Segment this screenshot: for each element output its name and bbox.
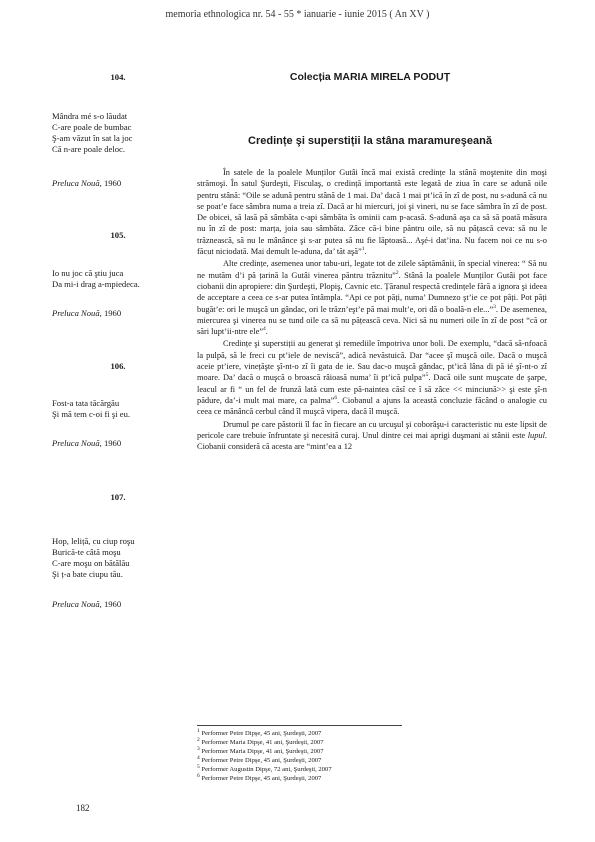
emphasis: lupul (527, 430, 545, 440)
poem-source (52, 178, 121, 189)
poem-line: Că n-are poale deloc. (52, 144, 126, 154)
footnote-separator (197, 725, 402, 726)
source-place: Preluca Nouă (52, 178, 100, 188)
poem-number: 106. (110, 361, 126, 371)
poem-source (52, 308, 121, 319)
source-place: Preluca Nouă (52, 438, 100, 448)
body-paragraph: Alte credințe, asemenea unor tabu-uri, legate tot de zilele săptămânii, în special vinerea: “ Să nu ne mutăm d’i pă țarină la Gutâi vinerea păntru trăznitu”$^2$. Stână la poalele Munților Gutâi pot face ciobanii din apropiere: din Şurdeşti, Plopiş, Cavnic etc. Țăranul respectă credințele fără a ignora şi ideea de acceptare a ceea ce s-ar putea întâmpla. “Api ce pot păți, numa’ Dumnezo şt’ie ce pot păți. Pot păți bugăt’e: ori le muşcă un gândac, ori le trăzn’eşt’e pă mai mult’e, ori dă o boală-n ele...”$^3$. De asemenea, miercurea şi vinerea nu se tund oile ca să nu pățească ceva. Nici să nu numeri oile în zî de post “că or sări lupt’ii-ntre ele”$^4$. (197, 259, 547, 337)
body-paragraph: Credințe şi superstiții au generat şi remediile împotriva unor boli. De exemplu, “dacă să-nfoacă la pulpă, să le freci cu pt’iele de neviscă”, adică nevăstuică. Dar “acee şî muşcă oile. Dacă o muşcă aceie pt’iere, vinețăşte şî-nt-o zî îi gata de ie. Sau dac-o muşcă gândac, pt’ică lâna di pă ié şî-nt-o zî moare. Da’ dacă o muşcă o broască râioasă numa’ îi pt’ică pulpa”$^5$. Dacă oile sunt muşcate de şarpe, leacul ar fi “ un fel de frunză lată cum este pă-naintea căsî ce î să zâce << minciună>> şi este şî-n pădure, da’-i mult mai mare, ca palma”$^6$. Ciobanul a ajuns la această concluzie făcând o analogie cu ceea ce mănâncă cerbul când îl muşcă vipera, dacă îl muşcă. (197, 339, 547, 417)
footnote-ref: 5 (425, 372, 429, 379)
poem-source (52, 438, 121, 449)
poem-line: Burică-te câtă moşu (52, 547, 121, 557)
running-header: memoria ethnologica nr. 54 - 55 * ianuarie - iunie 2015 ( An XV ) (165, 9, 430, 20)
poem-line: C-are moşu on bătălău (52, 558, 130, 568)
poem-number: 104. (110, 72, 126, 82)
footnote: $^1$ Performer Petre Dipşe, 45 ani, Şurdeşti, 2007 (197, 727, 322, 737)
source-year: , 1960 (99, 308, 122, 318)
poem-verse (52, 398, 130, 420)
article-body (197, 167, 547, 452)
poem-verse (52, 111, 132, 155)
poem-line: Fost-a tata tăcărgău (52, 398, 120, 408)
poem-line: Da mi-i drag a-mpiedeca. (52, 279, 140, 289)
poem-line: C-are poale de bumbac (52, 122, 132, 132)
source-year: , 1960 (99, 178, 122, 188)
poem-line: Io nu joc că ştiu juca (52, 268, 124, 278)
page-number: 182 (76, 803, 90, 813)
footnote-ref: 3 (493, 303, 496, 310)
poem-line: Şi mă tem c-oi fi şi eu. (52, 409, 131, 419)
footnote: $^6$ Performer Petre Dipşe, 45 ani, Şurdeşti, 2007 (197, 772, 322, 782)
poem-number: 105. (110, 230, 126, 240)
footnote: $^2$ Performer Maria Dipşe, 41 ani, Şurdeşti, 2007 (197, 736, 324, 746)
article-title: Credințe şi superstiții la stâna maramureşeană (248, 135, 492, 147)
body-paragraph: În satele de la poalele Munților Gutâi încă mai există credințe la stână moştenite din moşi strămoşi. În satul Şurdeşti, Fisculaş, o credință importantă este legată de ziua în care se adună oile pentru stână: “Oile se adună pentru stână de 1 mai. Da’ dacă 1 mai pt’ică în zî de post, nu s-adună că nu se poat’e face sâmbra numa a treia zî. Dacă ar hi miercuri, joi şi vineri, nu se face sâmbra în zî de post. De obicei, să lasă pă sâmbăta c-api sâmbăta îs ominii cam p-acasă. S-adună aşa ca să să poată măsura nu în zî de post: marța, joia sau sâmbăta. Zâce că-i bine păntru oile, să nu pățască ceva: să nu le trăznească, să nu le mânânce şi s-ar putea să nu fie lăptoasă... Aşé-i dat’ina. Nu facem noi ce nu s-o făcut niciodată. Mai demult le-aduna, da’ tăt aşă”$^1$. (197, 168, 547, 257)
body-paragraph: Drumul pe care păstorii îl fac în fiecare an cu urcuşul şi coborâşu-i caracteristic nu este lipsit de pericole care trebuie înfruntate şi necesită curaj. Unul dintre cei mai aprigi duşmani ai stânii este lupul. Ciobanii consideră că acesta are “mint’ea a 12 (197, 419, 547, 452)
footnote-ref: 1 (361, 246, 365, 253)
source-place: Preluca Nouă (52, 599, 100, 609)
source-year: , 1960 (99, 599, 122, 609)
poem-line: Mândra mé s-o lăudat (52, 111, 128, 121)
poem-line: Hop, leliță, cu ciup roşu (52, 536, 135, 546)
source-year: , 1960 (99, 438, 122, 448)
footnote: $^5$ Performer Augustin Dipşe, 72 ani, Şurdeşti, 2007 (197, 763, 332, 773)
poem-verse (52, 536, 135, 580)
source-place: Preluca Nouă (52, 308, 100, 318)
footnotes (197, 729, 547, 783)
footnote: $^4$ Performer Petre Dipşe, 45 ani, Şurdeşti, 2007 (197, 754, 322, 764)
footnote-ref: 4 (263, 326, 266, 333)
footnote-ref: 2 (395, 269, 399, 276)
collection-title: Colecția MARIA MIRELA PODUȚ (289, 71, 451, 83)
poem-number: 107. (110, 492, 126, 502)
footnote-ref: 6 (334, 395, 338, 402)
footnote: $^3$ Performer Maria Dipşe, 41 ani, Şurdeşti, 2007 (197, 745, 324, 755)
poem-line: Ş-am văzut în sat la joc (52, 133, 133, 143)
poem-verse (52, 268, 140, 290)
poem-line: Şi ț-a bate ciupu tău. (52, 569, 123, 579)
poem-source (52, 599, 121, 610)
